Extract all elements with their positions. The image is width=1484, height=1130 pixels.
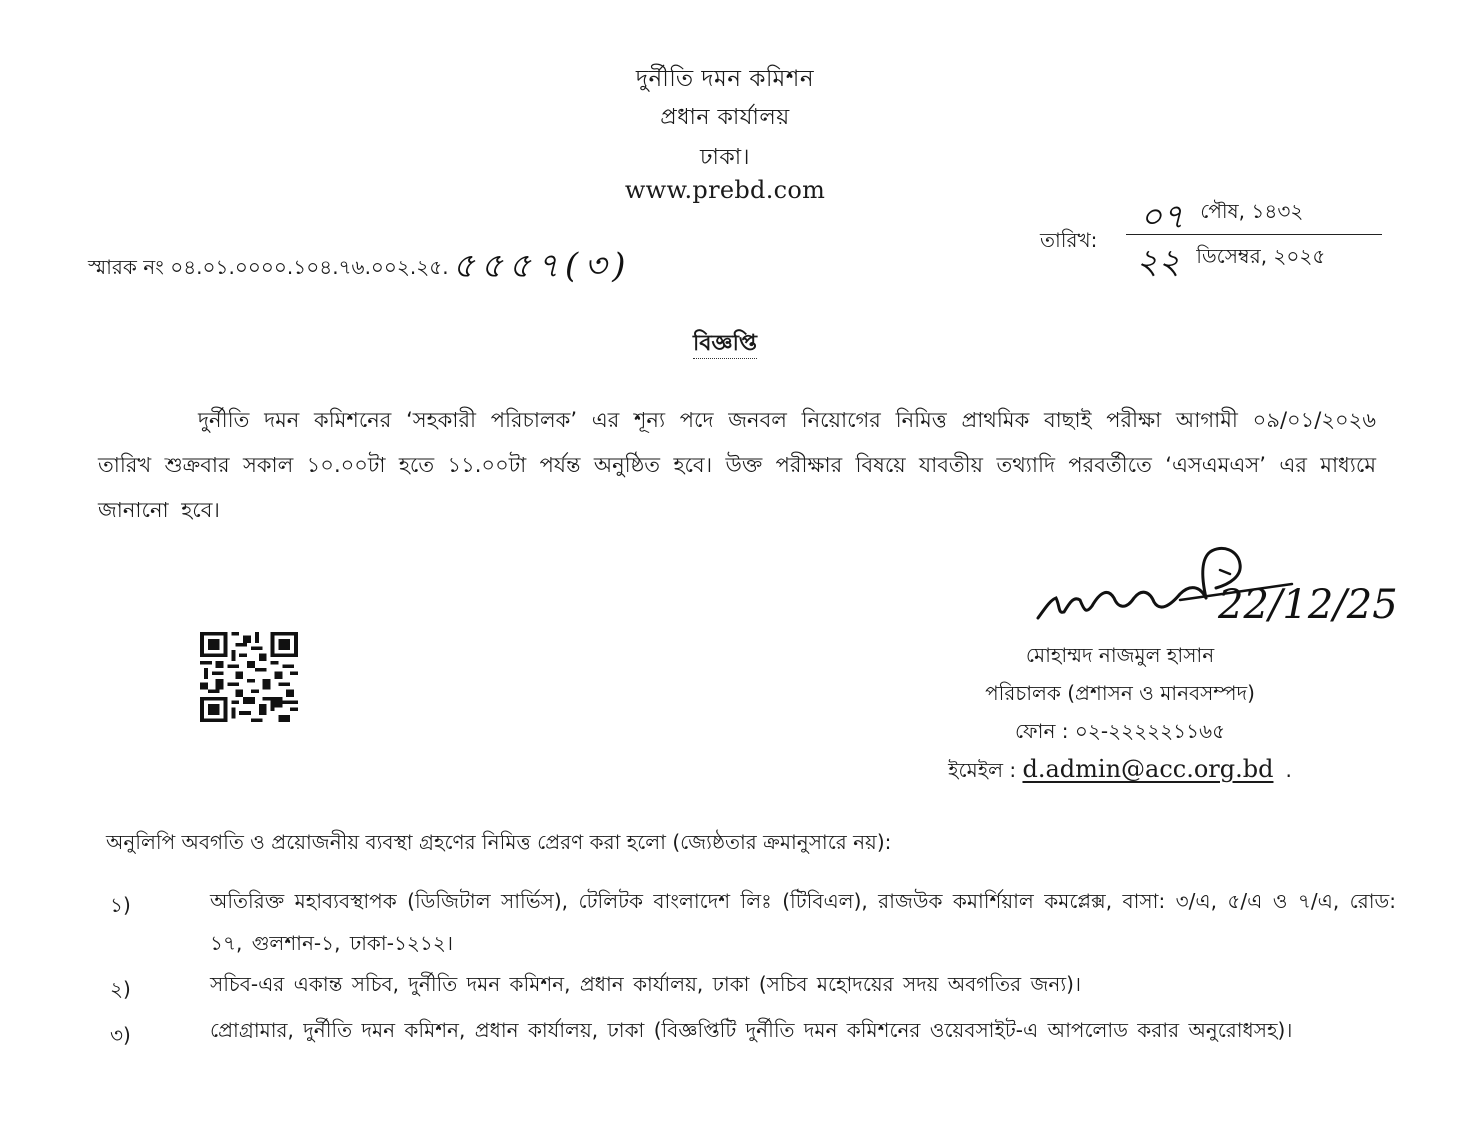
svg-text:22/12/25: 22/12/25 (1218, 582, 1398, 628)
memo-handwritten-suffix: ৫৫৫৭(৩) (452, 246, 632, 286)
gregorian-day-handwritten: ২২ (1136, 242, 1181, 282)
copy-item-number: ১) (110, 893, 131, 917)
memo-reference (88, 240, 632, 297)
copy-list (106, 880, 1396, 1056)
copy-item-text: অতিরিক্ত মহাব্যবস্থাপক (ডিজিটাল সার্ভিস), টেলিটক বাংলাদেশ লিঃ (টিবিএল), রাজউক কমার্শিয়াল কমপ্লেক্স, বাসা: ৩/এ, ৫/এ ও ৭/এ, রোড: ১৭, গুলশান-১, ঢাকা-১২১২। (210, 889, 1396, 955)
memo-number: ০৪.০১.০০০০.১০৪.৭৬.০০২.২৫. (170, 255, 449, 279)
notice-body: দুর্নীতি দমন কমিশনের ‘সহকারী পরিচালক’ এর শূন্য পদে জনবল নিয়োগের নিমিত্ত প্রাথমিক বাছাই পরীক্ষা আগামী ০৯/০১/২০২৬ তারিখ শুক্রবার সকাল ১০.০০টা হতে ১১.০০টা পর্যন্ত অনুষ্ঠিত হবে। উক্ত পরীক্ষার বিষয়ে যাবতীয় তথ্যাদি পরবর্তীতে ‘এসএমএস’ এর মাধ্যমে জানানো হবে। (98, 408, 1376, 522)
trailing-mark: . (1285, 758, 1292, 782)
gregorian-date (1126, 235, 1382, 282)
notice-title (0, 326, 1450, 363)
signatory-designation: পরিচালক (প্রশাসন ও মানবসম্পদ) (985, 681, 1255, 705)
organization-name: দুর্নীতি দমন কমিশন (635, 66, 815, 92)
notice-title-text: বিজ্ঞপ্তি (693, 331, 757, 359)
signatory-phone (900, 712, 1340, 750)
email-link[interactable]: d.admin@acc.org.bd (1022, 755, 1274, 783)
copy-intro: অনুলিপি অবগতি ও প্রয়োজনীয় ব্যবস্থা গ্রহণের নিমিত্ত প্রেরণ করা হলো (জ্যেষ্ঠতার ক্রমানুসারে নয়): (106, 830, 892, 854)
handwritten-signature (1030, 540, 1430, 640)
signatory-email (900, 750, 1340, 789)
copy-item-text: প্রোগ্রামার, দুর্নীতি দমন কমিশন, প্রধান কার্যালয়, ঢাকা (বিজ্ঞপ্তিটি দুর্নীতি দমন কমিশনের ওয়েবসাইট-এ আপলোড করার অনুরোধসহ)। (210, 1018, 1293, 1042)
date-block (1126, 192, 1382, 282)
bangla-day-handwritten: ০৭ (1140, 197, 1185, 237)
memo-label: স্মারক নং (88, 255, 164, 279)
office-name: প্রধান কার্যালয় (660, 105, 790, 130)
gregorian-month-year: ডিসেম্বর, ২০২৫ (1196, 244, 1326, 268)
signature-scribble-icon (1030, 540, 1430, 640)
bangla-month-year: পৌষ, ১৪৩২ (1200, 199, 1304, 223)
copy-item (106, 964, 1396, 1010)
website-text: www.prebd.com (624, 176, 826, 204)
date-label: তারিখ: (1040, 228, 1098, 252)
copy-item (106, 1010, 1396, 1056)
copy-item-text: সচিব-এর একান্ত সচিব, দুর্নীতি দমন কমিশন, প্রধান কার্যালয়, ঢাকা (সচিব মহোদয়ের সদয় অবগতির জন্য)। (210, 972, 1082, 996)
copy-item (106, 880, 1396, 964)
city-name: ঢাকা। (700, 145, 750, 170)
qr-code-icon[interactable] (200, 632, 298, 722)
signatory-name: মোহাম্মদ নাজমুল হাসান (1025, 643, 1215, 667)
phone-number: ০২-২২২২২১১৬৫ (1074, 719, 1226, 743)
phone-label: ফোন : (1014, 719, 1069, 743)
copy-item-number: ৩) (110, 1023, 131, 1047)
bangla-date (1126, 192, 1382, 237)
signatory-block (900, 636, 1340, 789)
copy-item-number: ২) (110, 977, 131, 1001)
email-label: ইমেইল : (948, 758, 1017, 782)
